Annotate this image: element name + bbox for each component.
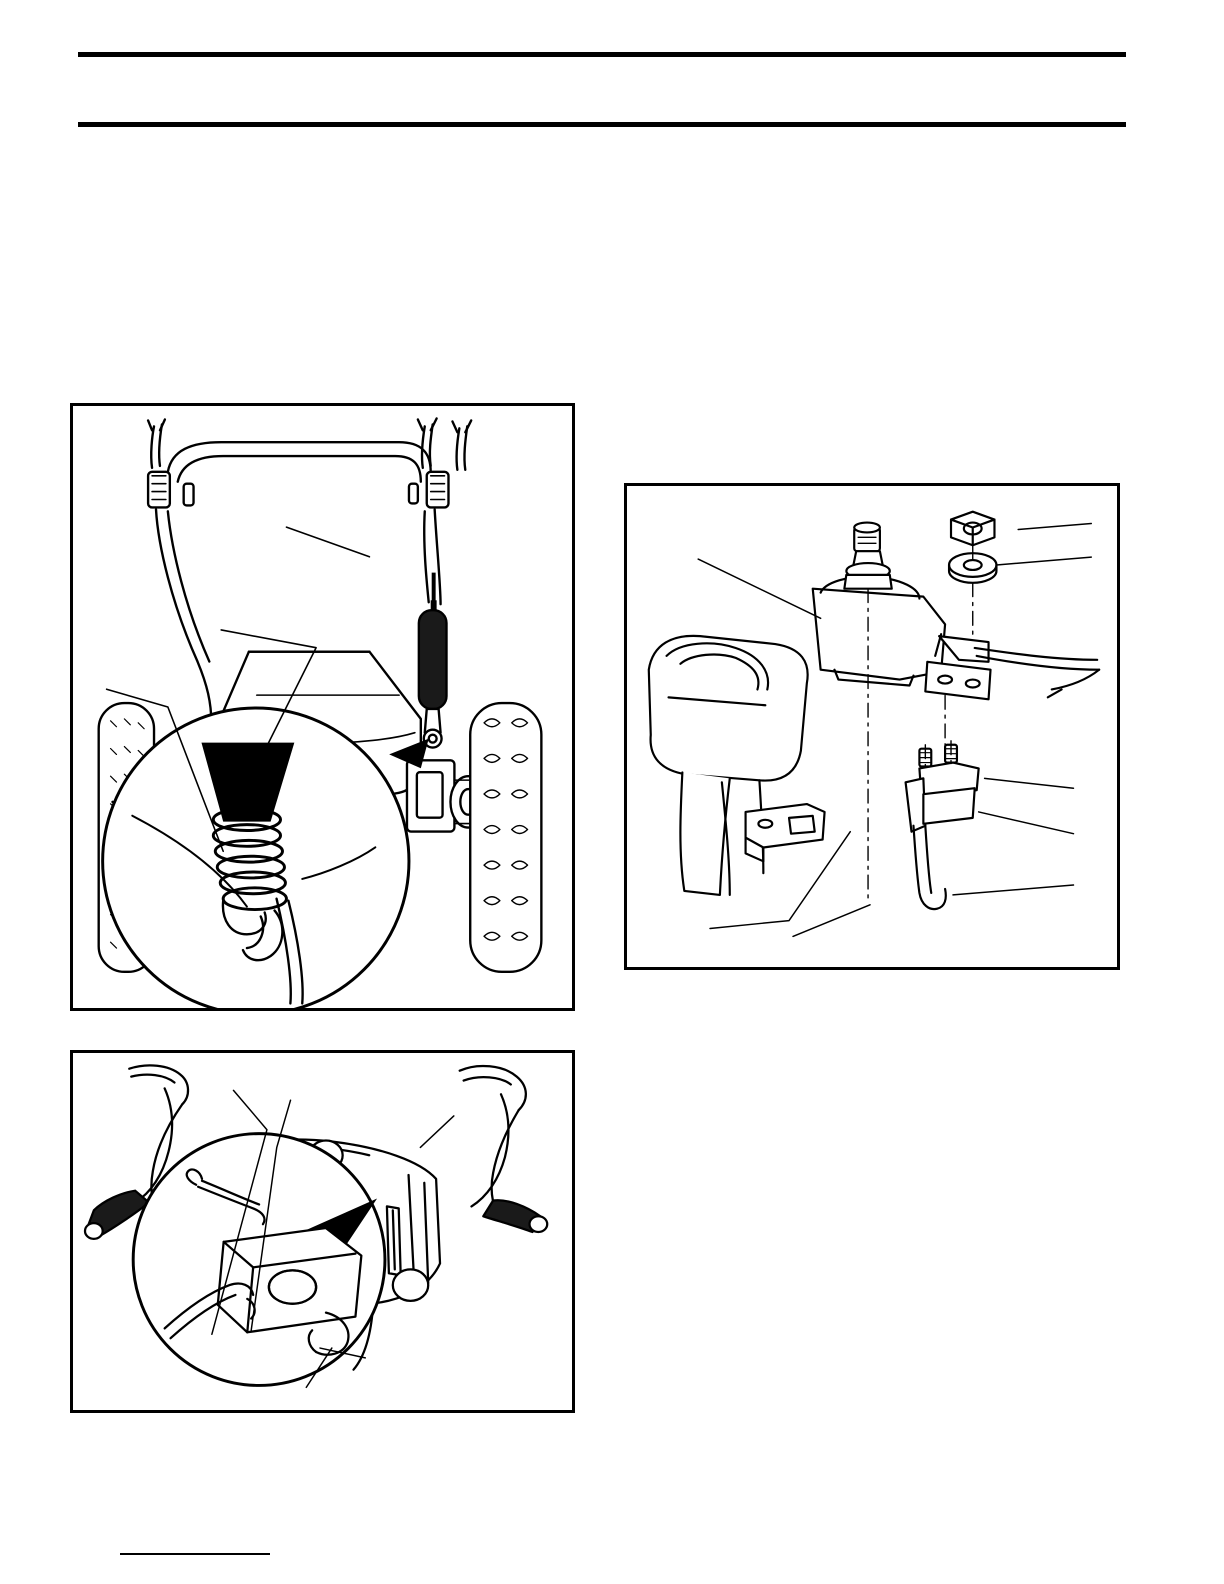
figure-handle-assembly (70, 1050, 575, 1413)
figure-spring-assembly (70, 403, 575, 1011)
footer-rule (120, 1553, 270, 1555)
header-rule-top (78, 52, 1126, 57)
figure-chute-assembly (624, 483, 1120, 970)
header-rule-second (78, 122, 1126, 127)
